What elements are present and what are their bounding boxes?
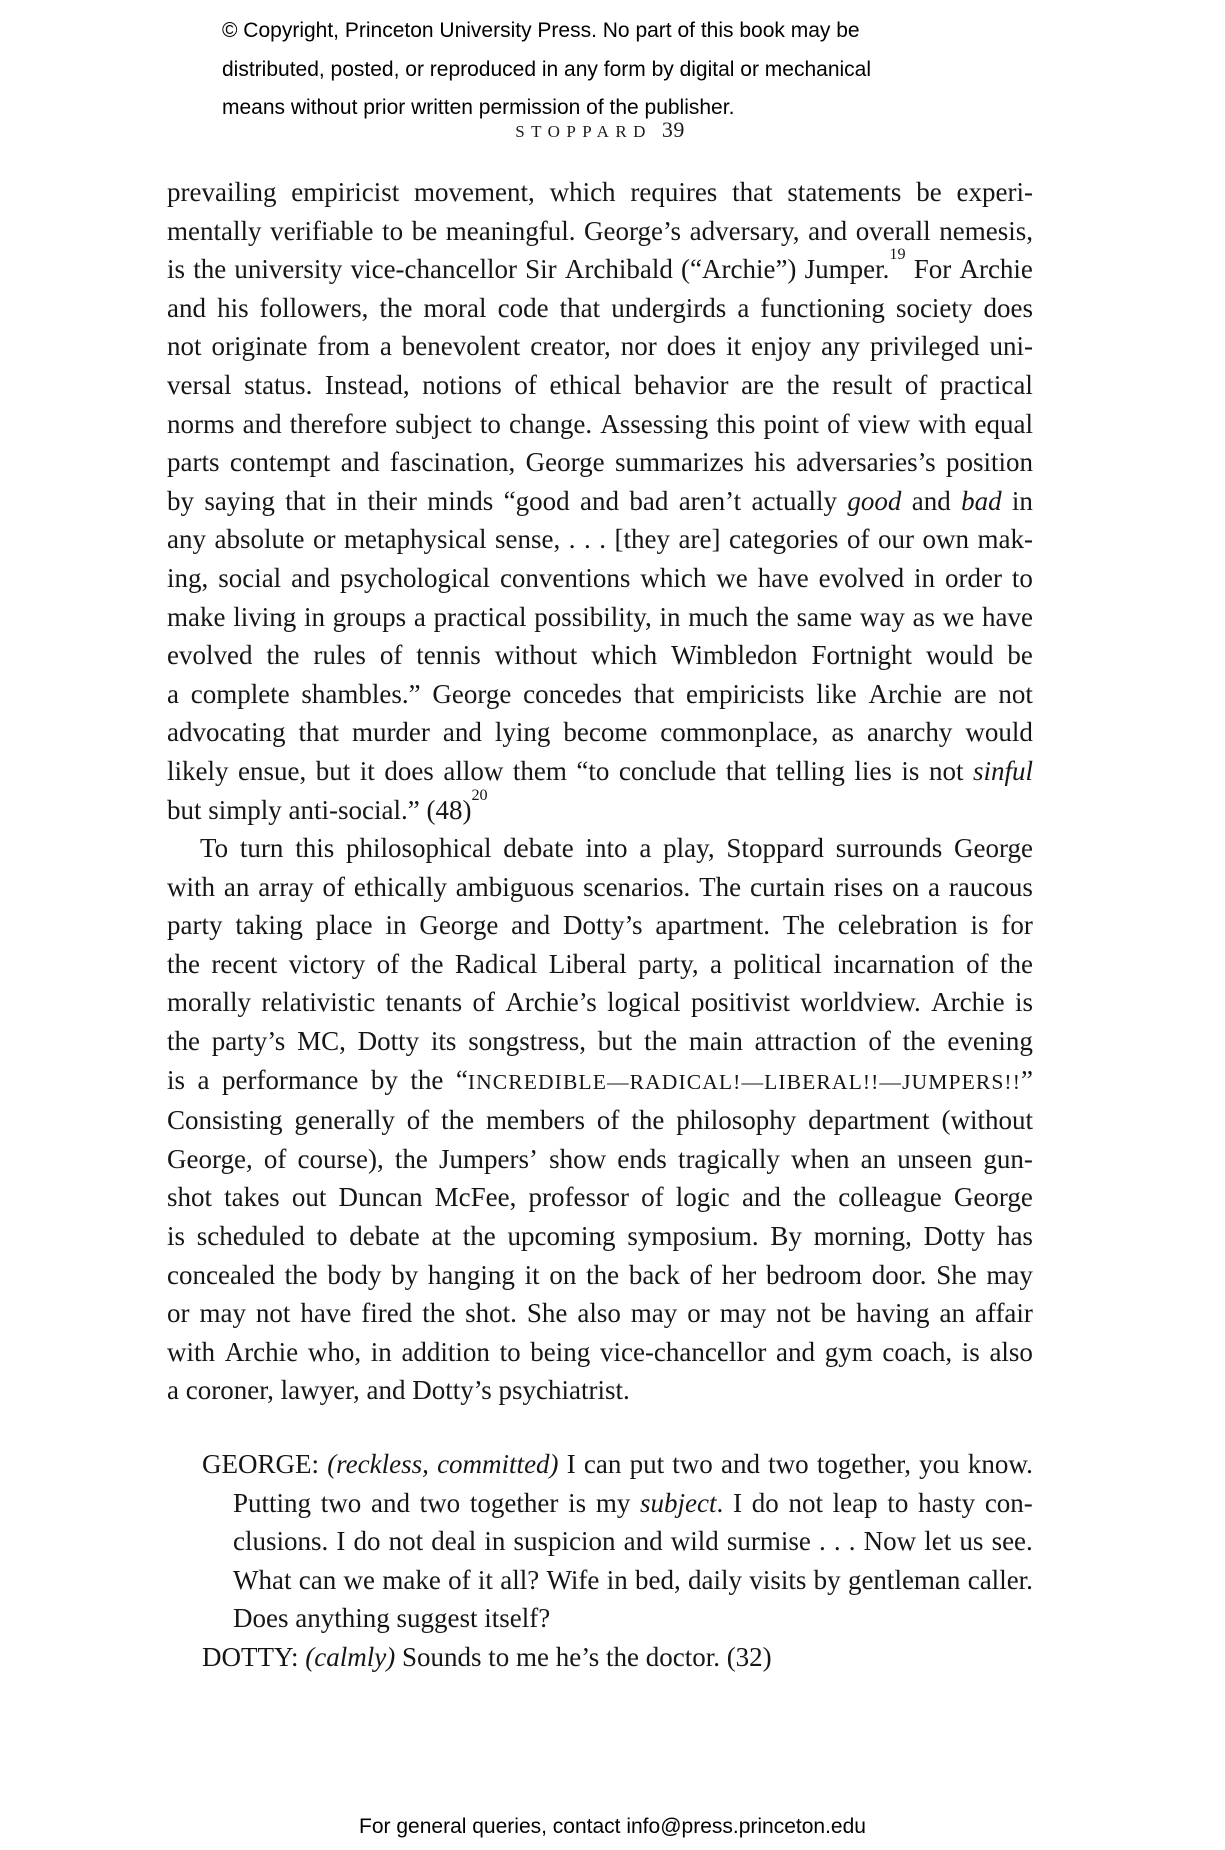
text-line: parts contempt and fascination, George summarizes his adversaries’s position [167, 447, 1033, 478]
text-line: is the university vice-chancellor Sir Archibald (“Archie”) Jumper.$^{19}$ For Archie [167, 245, 1033, 285]
text-line: and his followers, the moral code that undergirds a functioning society does [167, 292, 1033, 323]
text-line: To turn this philosophical debate into a play, Stoppard surrounds George [200, 833, 1033, 864]
text-line: versal status. Instead, notions of ethical behavior are the result of practical [167, 369, 1033, 400]
copyright-line: © Copyright, Princeton University Press. No part of this book may be [222, 19, 860, 42]
dialogue-line: What can we make of it all? Wife in bed, daily visits by gentleman caller. [233, 1564, 1033, 1595]
text-line: ing, social and psychological conventions which we have evolved in order to [167, 562, 1033, 593]
dialogue-line: GEORGE: (reckless, committed) I can put two and two together, you know. [202, 1449, 1033, 1479]
text-line: make living in groups a practical possibility, in much the same way as we have [167, 601, 1033, 632]
text-line: morally relativistic tenants of Archie’s logical positivist worldview. Archie is [167, 987, 1033, 1018]
copyright-line: means without prior written permission of the publisher. [222, 96, 735, 120]
paragraph-1 [167, 173, 1033, 829]
text-line: or may not have fired the shot. She also may or may not be having an affair [167, 1298, 1033, 1329]
paragraph-2 [167, 829, 1033, 1410]
dialogue-block [202, 1445, 1033, 1677]
page-number: 39 [661, 117, 685, 142]
text-line: norms and therefore subject to change. Assessing this point of view with equal [167, 408, 1033, 439]
dialogue-line: Does anything suggest itself? [233, 1603, 551, 1634]
running-head [167, 117, 1033, 143]
dialogue-line: Putting two and two together is my subject. I do not leap to hasty con- [233, 1487, 1033, 1518]
text-line: a coroner, lawyer, and Dotty’s psychiatrist. [167, 1375, 630, 1406]
text-line: shot takes out Duncan McFee, professor of logic and the colleague George [167, 1182, 1033, 1213]
text-line: not originate from a benevolent creator, nor does it enjoy any privileged uni- [167, 331, 1033, 362]
text-line: a complete shambles.” George concedes that empiricists like Archie are not [167, 678, 1033, 709]
text-line: by saying that in their minds “good and bad aren’t actually good and bad in [167, 485, 1033, 516]
text-line: any absolute or metaphysical sense, . . . [they are] categories of our own mak- [167, 524, 1033, 555]
text-line: but simply anti-social.” $(48)^{20}$ [167, 785, 488, 825]
text-line: party taking place in George and Dotty’s apartment. The celebration is for [167, 910, 1033, 941]
text-line: George, of course), the Jumpers’ show ends tragically when an unseen gun- [167, 1143, 1033, 1174]
copyright-notice [222, 12, 871, 128]
text-line: with an array of ethically ambiguous scenarios. The curtain rises on a raucous [167, 871, 1033, 902]
text-line: mentally verifiable to be meaningful. George’s adversary, and overall nemesis, [167, 215, 1033, 246]
text-line: is scheduled to debate at the upcoming symposium. By morning, Dotty has [167, 1221, 1033, 1252]
dialogue-line: clusions. I do not deal in suspicion and wild surmise . . . Now let us see. [233, 1526, 1033, 1557]
text-line: the party’s MC, Dotty its songstress, but the main attraction of the evening [167, 1026, 1033, 1057]
running-head-title: STOPPARD [515, 122, 652, 141]
text-line: Consisting generally of the members of the philosophy department (without [167, 1105, 1033, 1136]
text-line: prevailing empiricist movement, which requires that statements be experi- [167, 177, 1033, 207]
footer-contact: For general queries, contact info@press.princeton.edu [359, 1815, 866, 1838]
copyright-line: distributed, posted, or reproduced in any form by digital or mechanical [222, 57, 872, 81]
dialogue-line: DOTTY: (calmly) Sounds to me he’s the doctor. (32) [202, 1641, 772, 1672]
text-line: concealed the body by hanging it on the back of her bedroom door. She may [167, 1259, 1033, 1290]
body-text [167, 173, 1033, 1677]
text-line: advocating that murder and lying become commonplace, as anarchy would [167, 717, 1033, 748]
text-line: the recent victory of the Radical Liberal party, a political incarnation of the [167, 948, 1033, 979]
text-line: evolved the rules of tennis without which Wimbledon Fortnight would be [167, 640, 1033, 671]
text-line: is a performance by the “INCREDIBLE—RADICAL!—LIBERAL!!—JUMPERS!!” [167, 1064, 1033, 1095]
text-line: with Archie who, in addition to being vice-chancellor and gym coach, is also [167, 1336, 1033, 1367]
text-line: likely ensue, but it does allow them “to conclude that telling lies is not sinful [167, 755, 1033, 786]
